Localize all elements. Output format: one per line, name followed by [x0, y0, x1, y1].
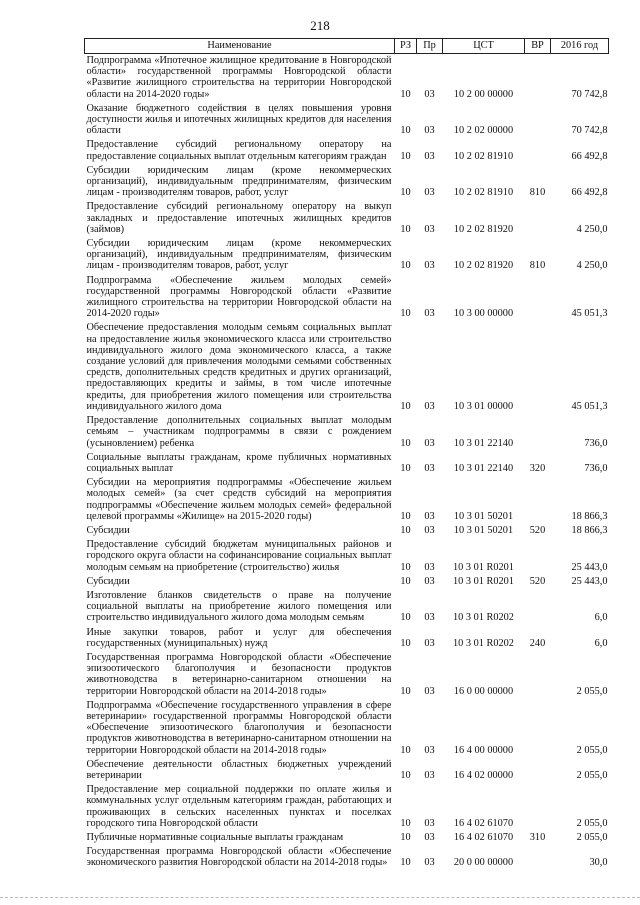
row-sum: 66 492,8 [571, 150, 608, 162]
row-vr: 240 [529, 637, 546, 649]
table-row [85, 164, 609, 201]
row-sum: 18 866,3 [571, 524, 608, 536]
table-row [85, 783, 609, 831]
row-pr: 03 [424, 612, 435, 624]
row-rz: 10 [400, 685, 411, 697]
row-vr [525, 138, 551, 163]
row-name: Подпрограмма «Ипотечное жилищное кредитование в Новгородской области» государственной программы Новгородской области «Развитие жилищного строительства на территории Новгородской области на 2014-2020 годы» [86, 55, 392, 100]
row-sum: 66 492,8 [571, 187, 608, 199]
row-cst: 10 2 02 00000 [453, 125, 514, 137]
header-rz: РЗ [395, 39, 417, 54]
row-vr [525, 54, 551, 102]
row-rz: 10 [400, 769, 411, 781]
row-vr [525, 538, 551, 575]
row-vr [525, 476, 551, 524]
row-rz: 10 [400, 561, 411, 573]
row-vr [525, 414, 551, 451]
row-cst: 16 4 00 00000 [453, 744, 514, 756]
row-cst: 10 2 02 81910 [453, 187, 514, 199]
row-pr: 03 [424, 187, 435, 199]
row-rz: 10 [400, 462, 411, 474]
table-row [85, 651, 609, 699]
row-pr: 03 [424, 832, 435, 843]
row-name: Предоставление субсидий региональному оператору на предоставление социальных выплат отдельным категориям граждан [86, 139, 392, 162]
row-cst: 10 3 00 00000 [453, 308, 514, 320]
row-cst: 16 0 00 00000 [453, 685, 514, 697]
table-row [85, 575, 609, 589]
row-cst: 16 4 02 00000 [453, 769, 514, 781]
row-sum: 25 443,0 [571, 561, 608, 573]
row-rz: 10 [400, 575, 411, 587]
row-name: Предоставление субсидий региональному оператору на выкуп закладных и предоставление ипотечных жилищных кредитов (займов) [86, 201, 392, 235]
page-number: 218 [310, 18, 330, 33]
row-sum: 45 051,3 [571, 308, 608, 320]
row-rz: 10 [400, 187, 411, 199]
header-sum: 2016 год [551, 39, 609, 54]
row-name: Иные закупки товаров, работ и услуг для обеспечения государственных (муниципальных) нужд [86, 626, 392, 649]
row-vr [525, 102, 551, 139]
row-vr: 320 [529, 462, 546, 474]
row-name: Обеспечение деятельности областных бюджетных учреждений ветеринарии [86, 758, 392, 781]
header-name: Наименование [85, 39, 395, 54]
row-vr [525, 651, 551, 699]
row-vr [525, 845, 551, 870]
row-name: Государственная программа Новгородской области «Обеспечение эпизоотического благополучия и безопасности продуктов животноводства в ветеринарно-санитарном отношении на территории Новгородской области на 2014-2018 годы» [86, 651, 392, 697]
table-row [85, 538, 609, 575]
header-vr: ВР [525, 39, 551, 54]
row-vr: 520 [529, 524, 546, 536]
row-pr: 03 [424, 125, 435, 137]
row-rz: 10 [400, 744, 411, 756]
row-sum: 2 055,0 [576, 832, 608, 843]
budget-table [84, 38, 609, 871]
row-sum: 6,0 [594, 612, 608, 624]
row-rz: 10 [400, 260, 411, 272]
row-vr [525, 589, 551, 626]
row-sum: 2 055,0 [576, 769, 608, 781]
row-name: Субсидии на мероприятия подпрограммы «Обеспечение жильем молодых семей» (за счет средств субсидий на мероприятия подпрограммы «Обеспечение жильем молодых семей» федеральной целевой программы «Жилище» на 2015-2020 годы) [86, 477, 392, 522]
row-cst: 20 0 00 00000 [453, 857, 514, 869]
row-rz: 10 [400, 125, 411, 137]
row-pr: 03 [424, 437, 435, 449]
row-pr: 03 [424, 260, 435, 272]
row-rz: 10 [400, 150, 411, 162]
row-cst: 10 2 02 81920 [453, 223, 514, 235]
row-pr: 03 [424, 400, 435, 412]
row-rz: 10 [400, 524, 411, 536]
row-name: Изготовление бланков свидетельств о праве на получение социальной выплаты на приобретение жилого помещения или строительство индивидуального жилого дома молодым семьям [86, 589, 392, 624]
row-name: Публичные нормативные социальные выплаты гражданам [86, 832, 344, 843]
table-row [85, 200, 609, 237]
row-rz: 10 [400, 510, 411, 522]
row-pr: 03 [424, 637, 435, 649]
row-pr: 03 [424, 817, 435, 829]
row-cst: 10 3 01 R0202 [453, 637, 514, 649]
row-cst: 10 2 00 00000 [453, 88, 514, 100]
row-sum: 30,0 [589, 857, 608, 869]
row-cst: 10 2 02 81910 [453, 150, 514, 162]
row-rz: 10 [400, 817, 411, 829]
row-pr: 03 [424, 223, 435, 235]
header-pr: Пр [417, 39, 443, 54]
row-vr: 810 [529, 260, 546, 272]
row-cst: 10 3 01 50201 [453, 510, 514, 522]
row-cst: 10 3 01 00000 [453, 400, 514, 412]
row-name: Обеспечение предоставления молодым семьям социальных выплат на предоставление жилья экономического класса или строительство индивидуального жилого дома экономического класса, а также создание условий для привлечения молодыми семьями собственных средств, дополнительных средств кредитных и других организаций, предоставляющих кредиты и займы, в том числе ипотечные кредиты, для приобретения жилого помещения или строительства индивидуального жилого дома [86, 322, 392, 412]
table-row [85, 54, 609, 102]
row-cst: 10 3 01 R0201 [453, 561, 514, 573]
row-cst: 10 3 01 22140 [453, 437, 514, 449]
row-name: Субсидии юридическим лицам (кроме некоммерческих организаций), индивидуальным предпринимателям, физическим лицам - производителям товаров, работ, услуг [86, 238, 392, 272]
row-vr [525, 274, 551, 322]
row-sum: 736,0 [584, 462, 608, 474]
row-cst: 16 4 02 61070 [453, 817, 514, 829]
row-vr [525, 783, 551, 831]
table-row [85, 274, 609, 322]
row-rz: 10 [400, 832, 411, 843]
row-vr [525, 321, 551, 414]
row-pr: 03 [424, 462, 435, 474]
table-row [85, 414, 609, 451]
row-name: Субсидии юридическим лицам (кроме некоммерческих организаций), индивидуальным предпринимателям, физическим лицам - производителям товаров, работ, услуг [86, 164, 392, 199]
row-pr: 03 [424, 857, 435, 869]
row-name: Предоставление субсидий бюджетам муниципальных районов и городского округа области на софинансирование социальных выплат молодым семьям на приобретение (строительство) жилья [86, 539, 392, 573]
table-row [85, 589, 609, 626]
row-rz: 10 [400, 857, 411, 869]
row-name: Подпрограмма «Обеспечение государственного управления в сфере ветеринарии» государственной программы Новгородской области «Обеспечение эпизоотического благополучия и безопасности продуктов животноводства в ветеринарно-санитарном отношении на территории Новгородской области на 2014-2018 годы» [86, 699, 392, 756]
row-cst: 10 3 01 50201 [453, 524, 514, 536]
row-name: Предоставление дополнительных социальных выплат молодым семьям – участникам подпрограммы в связи с рождением (усыновлением) ребенка [86, 415, 392, 449]
row-sum: 2 055,0 [576, 817, 608, 829]
table-row [85, 831, 609, 845]
row-sum: 25 443,0 [571, 575, 608, 587]
table-row [85, 758, 609, 783]
row-rz: 10 [400, 612, 411, 624]
row-pr: 03 [424, 308, 435, 320]
row-vr: 310 [529, 832, 546, 843]
table-body [85, 54, 609, 871]
row-rz: 10 [400, 223, 411, 235]
row-vr: 520 [529, 575, 546, 587]
row-sum: 2 055,0 [576, 744, 608, 756]
row-sum: 45 051,3 [571, 400, 608, 412]
row-sum: 6,0 [594, 637, 608, 649]
row-vr: 810 [529, 187, 546, 199]
table-row [85, 321, 609, 414]
row-rz: 10 [400, 308, 411, 320]
row-sum: 736,0 [584, 437, 608, 449]
row-rz: 10 [400, 400, 411, 412]
row-cst: 10 3 01 R0201 [453, 575, 514, 587]
row-pr: 03 [424, 575, 435, 587]
row-sum: 4 250,0 [576, 260, 608, 272]
table-row [85, 102, 609, 139]
row-pr: 03 [424, 769, 435, 781]
row-pr: 03 [424, 524, 435, 536]
row-vr [525, 200, 551, 237]
row-sum: 70 742,8 [571, 125, 608, 137]
row-cst: 10 2 02 81920 [453, 260, 514, 272]
row-vr [525, 699, 551, 758]
row-rz: 10 [400, 88, 411, 100]
row-pr: 03 [424, 561, 435, 573]
table-header-row [85, 39, 609, 54]
row-cst: 16 4 02 61070 [453, 832, 514, 843]
row-name: Субсидии [86, 524, 130, 536]
row-pr: 03 [424, 150, 435, 162]
table-row [85, 524, 609, 538]
table-row [85, 237, 609, 274]
table-row [85, 138, 609, 163]
table-row [85, 626, 609, 651]
row-pr: 03 [424, 744, 435, 756]
row-name: Субсидии [86, 575, 130, 587]
row-name: Предоставление мер социальной поддержки по оплате жилья и коммунальных услуг отдельным категориям граждан, работающих и проживающих в сельских населенных пунктах и поселках городского типа Новгородской области [86, 784, 392, 829]
row-name: Социальные выплаты гражданам, кроме публичных нормативных социальных выплат [86, 451, 392, 474]
header-cst: ЦСТ [443, 39, 525, 54]
table-row [85, 845, 609, 870]
table-row [85, 699, 609, 758]
row-pr: 03 [424, 685, 435, 697]
row-name: Государственная программа Новгородской области «Обеспечение экономического развития Новгородской области на 2014-2018 годы» [86, 846, 392, 869]
table-row [85, 451, 609, 476]
row-vr [525, 758, 551, 783]
row-name: Оказание бюджетного содействия в целях повышения уровня доступности жилья и ипотечных жилищных кредитов для населения области [86, 102, 392, 137]
table-row [85, 476, 609, 524]
row-sum: 2 055,0 [576, 685, 608, 697]
row-rz: 10 [400, 437, 411, 449]
row-pr: 03 [424, 510, 435, 522]
row-cst: 10 3 01 R0202 [453, 612, 514, 624]
row-rz: 10 [400, 637, 411, 649]
row-sum: 4 250,0 [576, 223, 608, 235]
scan-edge-divider [0, 897, 640, 899]
row-sum: 18 866,3 [571, 510, 608, 522]
row-sum: 70 742,8 [571, 88, 608, 100]
row-pr: 03 [424, 88, 435, 100]
row-name: Подпрограмма «Обеспечение жильем молодых семей» государственной программы Новгородской области «Развитие жилищного строительства на территории Новгородской области на 2014-2020 годы» [86, 274, 392, 320]
row-cst: 10 3 01 22140 [453, 462, 514, 474]
